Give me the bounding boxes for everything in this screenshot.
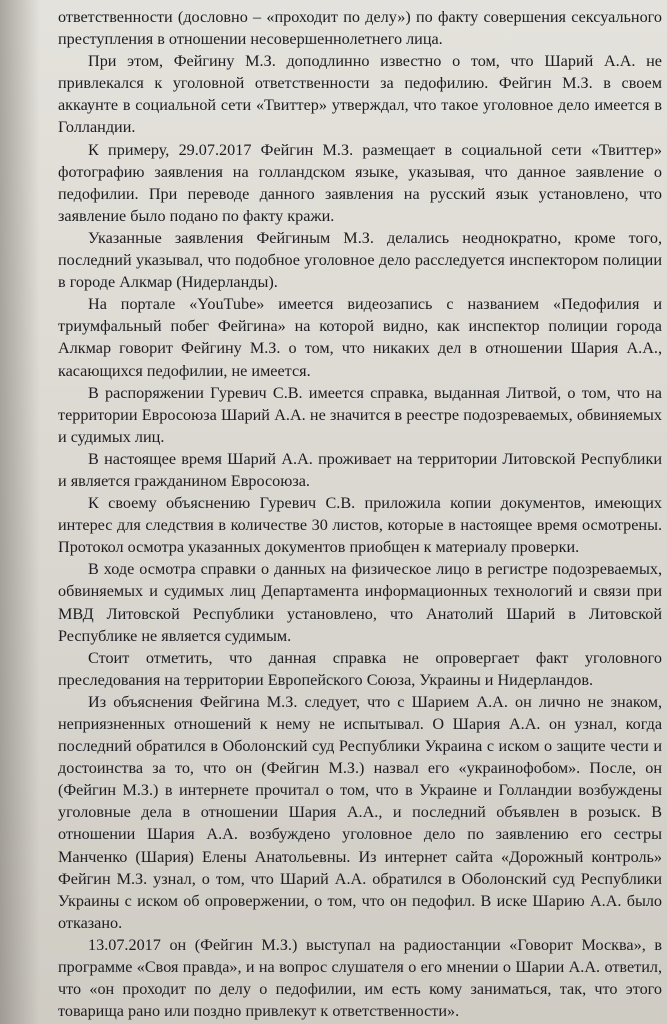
paragraph-9: В ходе осмотра справки о данных на физическое лицо в регистре подозреваемых, обвиняемых и судимых лиц Департамента информационных технологий и связи при МВД Литовской Республики установлено, что Анатолий Шарий в Литовской Республике не является судимым. xyxy=(58,560,662,645)
document-body xyxy=(58,6,662,1022)
paragraph-5: На портале «YouTube» имеется видеозапись с названием «Педофилия и триумфальный побег Фейгина» на которой видно, как инспектор полиции города Алкмар говорит Фейгину М.З. о том, что никаких дел в отношении Шария А.А., касающихся педофилии, не имеется. xyxy=(58,295,662,380)
paragraph-1: ответственности (дословно – «проходит по делу») по факту совершения сексуального преступления в отношении несовершеннолетнего лица. xyxy=(58,8,662,49)
paragraph-7: В настоящее время Шарий А.А. проживает на территории Литовской Республики и является гражданином Евросоюза. xyxy=(58,449,662,490)
paragraph-6: В распоряжении Гуревич С.В. имеется справка, выданная Литвой, о том, что на территории Евросоюза Шарий А.А. не значится в реестре подозреваемых, обвиняемых и судимых лиц. xyxy=(58,383,662,446)
paragraph-12: 13.07.2017 он (Фейгин М.З.) выступал на радиостанции «Говорит Москва», в программе «Своя правда», и на вопрос слушателя о его мнении о Шарии А.А. ответил, что «он проходит по делу о педофилии, им есть кому заниматься, так, что этого товарища рано или поздно привлекут к ответственности». xyxy=(58,935,662,1021)
page-shadow xyxy=(0,0,40,1024)
paragraph-8: К своему объяснению Гуревич С.В. приложила копии документов, имеющих интерес для следствия в количестве 30 листов, которые в настоящее время осмотрены. Протокол осмотра указанных документов приобщен к материалу проверки. xyxy=(58,494,662,557)
paragraph-11: Из объяснения Фейгина М.З. следует, что с Шарием А.А. он лично не знаком, неприязненных отношений к нему не испытывал. О Шария А.А. он узнал, когда последний обратился в Оболонский суд Республики Украина с иском о защите чести и достоинства за то, что он (Фейгин М.З.) назвал его «украинофобом». После, он (Фейгин М.З.) в интернете прочитал о том, что в Украине и Голландии возбуждены уголовные дела в отношении Шария А.А., и последний объявлен в розыск. В отношении Шария А.А. возбуждено уголовное дело по заявлению его сестры Манченко (Шария) Елены Анатольевны. Из интернет сайта «Дорожный контроль» Фейгин М.З. узнал, о том, что Шарий А.А. обратился в Оболонский суд Республики Украины с иском об опровержении, о том, что он педофил. В иске Шарию А.А. было отказано. xyxy=(58,692,662,932)
paragraph-10: Стоит отметить, что данная справка не опровергает факт уголовного преследования на территории Европейского Союза, Украины и Нидерландов. xyxy=(58,648,662,689)
paragraph-4: Указанные заявления Фейгиным М.З. делались неоднократно, кроме того, последний указывал, что подобное уголовное дело расследуется инспектором полиции в городе Алкмар (Нидерланды). xyxy=(58,228,662,292)
paragraph-2: При этом, Фейгину М.З. доподлинно известно о том, что Шарий А.А. не привлекался к уголовной ответственности за педофилию. Фейгин М.З. в своем аккаунте в социальной сети «Твиттер» утверждал, что такое уголовное дело имеется в Голландии. xyxy=(58,52,662,137)
paragraph-3: К примеру, 29.07.2017 Фейгин М.З. размещает в социальной сети «Твиттер» фотографию заявления на голландском языке, указывая, что данное заявление о педофилии. При переводе данного заявления на русский язык установлено, что заявление было подано по факту кражи. xyxy=(58,140,662,225)
